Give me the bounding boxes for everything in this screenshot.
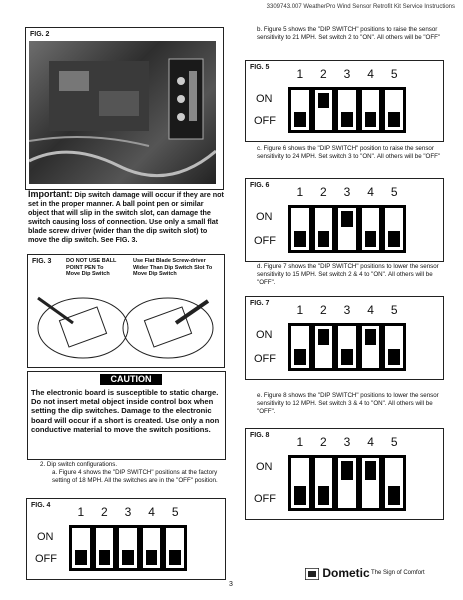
fig8-number-2: 2 bbox=[320, 435, 327, 449]
fig8-number-1: 1 bbox=[296, 435, 304, 449]
fig5-off-label: OFF bbox=[254, 115, 276, 127]
fig7-switch-5-knob bbox=[388, 349, 400, 365]
fig4-switch-3-knob bbox=[122, 550, 134, 565]
fig7-number-4: 4 bbox=[367, 303, 374, 317]
fig8-on-label: ON bbox=[256, 461, 273, 473]
fig4-number-1: 1 bbox=[77, 505, 85, 519]
fig5-switch-4-knob bbox=[365, 112, 377, 127]
fig4-on-label: ON bbox=[37, 531, 54, 543]
fig7-number-3: 3 bbox=[343, 303, 351, 317]
fig8-switch-5 bbox=[385, 458, 403, 508]
caution-title: CAUTION bbox=[100, 374, 162, 385]
fig8-switch-3 bbox=[338, 458, 356, 508]
fig6-switch-2-knob bbox=[318, 231, 330, 247]
fig6-box bbox=[245, 178, 444, 262]
fig4-number-4: 4 bbox=[148, 505, 155, 519]
fig5-number-2: 2 bbox=[320, 67, 327, 81]
fig6-switch-5-knob bbox=[388, 231, 400, 247]
fig5-switch-5-knob bbox=[388, 112, 400, 127]
fig7-switch-2 bbox=[315, 326, 333, 368]
fig5-label: FIG. 5 bbox=[250, 64, 270, 71]
fig5-switch-5 bbox=[385, 90, 403, 130]
fig6-number-3: 3 bbox=[343, 185, 351, 199]
fig6-number-4: 4 bbox=[367, 185, 374, 199]
fig6-switch-1-knob bbox=[294, 231, 306, 247]
para-e: e. Figure 8 shows the "DIP SWITCH" positions to lower the sensor sensitivity to 12 MPH. Set switch 3 & 4 to "ON". All others will be "OFF". bbox=[257, 392, 439, 415]
fig7-switch-1-knob bbox=[294, 349, 306, 365]
fig7-number-5: 5 bbox=[390, 303, 398, 317]
fig4-label: FIG. 4 bbox=[31, 502, 51, 509]
fig6-number-2: 2 bbox=[320, 185, 327, 199]
section2-a: a. Figure 4 shows the "DIP SWITCH" positions at the factory setting of 18 MPH. All the switches are in the "OFF" position. bbox=[52, 469, 218, 484]
fig6-switch-3-knob bbox=[341, 211, 353, 227]
fig8-switch-bank bbox=[288, 455, 406, 511]
section2-heading: 2. Dip switch configurations. bbox=[40, 461, 118, 468]
fig8-switch-4 bbox=[362, 458, 380, 508]
para-b: b. Figure 5 shows the "DIP SWITCH" positions to raise the sensor sensitivity to 21 MPH. Set switch 2 to "ON". All others will be "OFF" bbox=[257, 26, 441, 41]
fig8-number-5: 5 bbox=[390, 435, 398, 449]
fig4-switch-1-knob bbox=[75, 550, 87, 565]
fig4-switch-2-knob bbox=[99, 550, 111, 565]
fig6-on-label: ON bbox=[256, 211, 273, 223]
important-text: Dip switch damage will occur if they are not set in the proper manner. A ball point pen or similar object that will slip in the switch slot, can damage the switch causing loss of connection. Use only a small flat blade screw driver (wider than the dip switch slot) to move the dip switch. See FIG. 3. bbox=[28, 190, 224, 244]
fig7-on-label: ON bbox=[256, 329, 273, 341]
fig4-box bbox=[26, 498, 226, 580]
fig6-switch-2 bbox=[315, 208, 333, 250]
fig8-off-label: OFF bbox=[254, 493, 276, 505]
dometic-logo-icon bbox=[305, 568, 319, 580]
fig5-switch-2-knob bbox=[318, 93, 330, 108]
fig8-label: FIG. 8 bbox=[250, 432, 270, 439]
fig8-switch-1-knob bbox=[294, 486, 306, 505]
fig8-numbers bbox=[288, 435, 406, 449]
fig5-switch-2 bbox=[315, 90, 333, 130]
fig4-number-5: 5 bbox=[171, 505, 179, 519]
fig6-number-1: 1 bbox=[296, 185, 304, 199]
fig5-switch-4 bbox=[362, 90, 380, 130]
fig4-switch-2 bbox=[96, 528, 114, 568]
fig8-switch-3-knob bbox=[341, 461, 353, 480]
circuit-board-photo bbox=[29, 41, 216, 184]
fig3-box bbox=[27, 254, 225, 368]
doc-header: 3309743.007 WeatherPro Wind Sensor Retrofit Kit Service Instructions bbox=[266, 4, 455, 10]
fig8-number-3: 3 bbox=[343, 435, 351, 449]
fig6-switch-bank bbox=[288, 205, 406, 253]
fig5-switch-3 bbox=[338, 90, 356, 130]
fig7-switch-4-knob bbox=[365, 329, 377, 345]
caution-box bbox=[27, 371, 226, 460]
fig2-label: FIG. 2 bbox=[30, 31, 50, 38]
fig7-number-1: 1 bbox=[296, 303, 304, 317]
fig8-switch-2-knob bbox=[318, 486, 330, 505]
fig6-switch-3 bbox=[338, 208, 356, 250]
important-note bbox=[28, 190, 224, 244]
fig5-number-1: 1 bbox=[296, 67, 304, 81]
fig5-box bbox=[245, 60, 444, 142]
fig4-switch-4-knob bbox=[146, 550, 158, 565]
fig7-switch-3 bbox=[338, 326, 356, 368]
fig4-number-2: 2 bbox=[101, 505, 108, 519]
fig4-switch-5-knob bbox=[169, 550, 181, 565]
fig6-switch-1 bbox=[291, 208, 309, 250]
fig4-number-3: 3 bbox=[124, 505, 132, 519]
fig4-switch-5 bbox=[166, 528, 184, 568]
fig5-switch-3-knob bbox=[341, 112, 353, 127]
fig8-number-4: 4 bbox=[367, 435, 374, 449]
fig4-numbers bbox=[69, 505, 187, 519]
fig5-switch-bank bbox=[288, 87, 406, 133]
fig6-label: FIG. 6 bbox=[250, 182, 270, 189]
fig7-switch-3-knob bbox=[341, 349, 353, 365]
fig5-switch-1-knob bbox=[294, 112, 306, 127]
dometic-logo bbox=[305, 566, 370, 580]
fig8-switch-1 bbox=[291, 458, 309, 508]
para-c: c. Figure 6 shows the "DIP SWITCH" position to raise the sensor sensitivity to 24 MPH. Set switch 3 to "ON". All others will be "OFF" bbox=[257, 145, 441, 160]
para-d: d. Figure 7 shows the "DIP SWITCH" positions to lower the sensor sensitivity to 15 MPH. Set switch 2 & 4 to "ON". All others will be "OFF". bbox=[257, 263, 439, 286]
fig5-number-3: 3 bbox=[343, 67, 351, 81]
fig5-on-label: ON bbox=[256, 93, 273, 105]
fig7-switch-bank bbox=[288, 323, 406, 371]
fig7-label: FIG. 7 bbox=[250, 300, 270, 307]
fig6-numbers bbox=[288, 185, 406, 199]
fig6-switch-4-knob bbox=[365, 231, 377, 247]
fig7-box bbox=[245, 296, 444, 380]
fig4-switch-bank bbox=[69, 525, 187, 571]
page-number: 3 bbox=[229, 581, 233, 588]
fig7-off-label: OFF bbox=[254, 353, 276, 365]
fig7-switch-1 bbox=[291, 326, 309, 368]
fig8-box bbox=[245, 428, 444, 520]
fig3-label: FIG. 3 bbox=[32, 258, 52, 265]
fig6-off-label: OFF bbox=[254, 235, 276, 247]
fig6-switch-4 bbox=[362, 208, 380, 250]
fig3-right-caption: Use Flat Blade Screw-driver Wider Than Dip Switch Slot To Move Dip Switch bbox=[133, 258, 213, 277]
fig6-switch-5 bbox=[385, 208, 403, 250]
fig4-switch-3 bbox=[119, 528, 137, 568]
fig8-switch-4-knob bbox=[365, 461, 377, 480]
fig7-switch-2-knob bbox=[318, 329, 330, 345]
fig5-switch-1 bbox=[291, 90, 309, 130]
fig5-number-5: 5 bbox=[390, 67, 398, 81]
fig7-switch-5 bbox=[385, 326, 403, 368]
fig7-number-2: 2 bbox=[320, 303, 327, 317]
fig5-number-4: 4 bbox=[367, 67, 374, 81]
fig3-left-caption: DO NOT USE BALL POINT PEN To Move Dip Switch bbox=[66, 258, 117, 277]
fig7-switch-4 bbox=[362, 326, 380, 368]
fig4-switch-1 bbox=[72, 528, 90, 568]
fig6-number-5: 5 bbox=[390, 185, 398, 199]
fig7-numbers bbox=[288, 303, 406, 317]
important-lead: Important: bbox=[28, 189, 73, 199]
fig5-numbers bbox=[288, 67, 406, 81]
fig4-off-label: OFF bbox=[35, 553, 57, 565]
logo-text: Dometic bbox=[322, 566, 370, 580]
tagline: The Sign of Comfort bbox=[371, 570, 425, 576]
caution-text: The electronic board is susceptible to static charge. Do not insert metal object inside control box when setting the dip switches. Damage to the electronic board will occur if a short is created. Use only a non conductive material to move the switch positions. bbox=[31, 388, 220, 434]
photo-detail bbox=[29, 41, 216, 184]
fig4-switch-4 bbox=[143, 528, 161, 568]
fig3-illustration bbox=[28, 293, 224, 363]
fig8-switch-5-knob bbox=[388, 486, 400, 505]
fig8-switch-2 bbox=[315, 458, 333, 508]
